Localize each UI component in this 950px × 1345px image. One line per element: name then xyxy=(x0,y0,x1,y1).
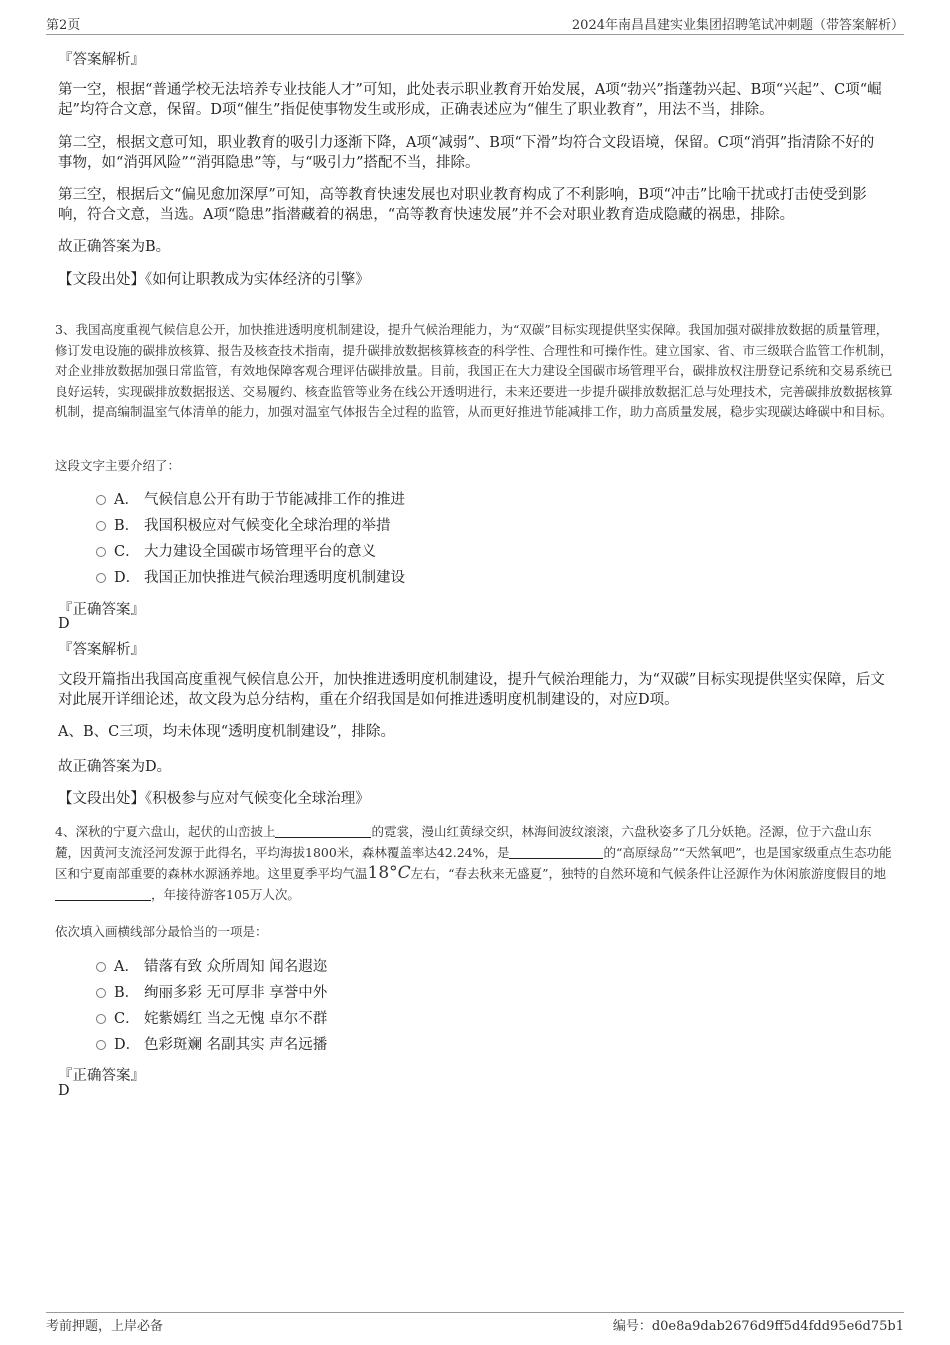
radio-icon[interactable] xyxy=(96,495,106,505)
q3-source: 【文段出处】《积极参与应对气候变化全球治理》 xyxy=(58,791,370,807)
footer-slogan: 考前押题，上岸必备 xyxy=(46,1319,164,1334)
q3-passage: 3、我国高度重视气候信息公开，加快推进透明度机制建设，提升气候治理能力，为“双碳”目标实现提供坚实保障。我国加强对碳排放数据的质量管理，修订发电设施的碳排放核算、报告及核查技术指南，提升碳排放数据核算核查的科学性、合理性和可操作性。建立国家、省、市三级联合监管工作机制，对企业排放数据加强日常监管，有效地保障客观合理评估碳排放量。目前，我国正在大力建设全国碳市场管理平台，碳排放权注册登记系统和交易系统已良好运转，实现碳排放数据报送、交易履约、核查监管等业务在线公开透明进行，未来还要进一步提升碳排放数据汇总与处理技术，完善碳排放数据核算机制，提高编制温室气体清单的能力，加强对温室气体报告全过程的监管，从而更好推进节能减排工作，助力高质量发展，稳步实现碳达峰碳中和目标。 xyxy=(55,322,893,419)
q2-analysis-para-1: 第一空，根据“普通学校无法培养专业技能人才”可知，此处表示职业教育开始发展，A项“勃兴”指蓬勃兴起、B项“兴起”、C项“崛起”均符合文意，保留。D项“催生”指促使事物发生或形成，正确表述应为“催生了职业教育”，用法不当，排除。 xyxy=(58,82,882,118)
q3-answer: D xyxy=(58,616,70,632)
q4-option-a[interactable]: A． 错落有致 众所周知 闻名遐迩 xyxy=(96,954,327,980)
footer-serial: 编号：d0e8a9dab2676d9ff5d4fdd95e6d75b1 xyxy=(612,1319,904,1334)
q4-passage: 4、深秋的宁夏六盘山，起伏的山峦披上 的霓裳，漫山红黄绿交织，林海间波纹滚滚，六盘秋姿多了几分妖艳。泾源，位于六盘山东麓，因黄河支流泾河发源于此得名，平均海拔1800米，森林覆盖率达42.24%，是 的“高原绿岛”“天然氧吧”，也是国家级重点生态功能区和宁夏南部重要的森林水源涵养地。这里夏季平均气温18°C左右，“春去秋来无盛夏”，独特的自然环境和气候条件让泾源作为休闲旅游度假目的地，年接待游客105万人次。 xyxy=(55,824,892,902)
q4-option-b[interactable]: B． 绚丽多彩 无可厚非 享誉中外 xyxy=(96,980,327,1006)
fill-blank-1[interactable] xyxy=(275,824,371,838)
q4-options xyxy=(96,954,327,1058)
q4-answer-label: 『正确答案』 xyxy=(58,1068,145,1084)
q2-conclusion: 故正确答案为B。 xyxy=(58,239,171,255)
q3-option-d[interactable]: D． 我国正加快推进气候治理透明度机制建设 xyxy=(96,565,405,591)
q2-analysis-label: 『答案解析』 xyxy=(58,52,145,68)
radio-icon[interactable] xyxy=(96,988,106,998)
radio-icon[interactable] xyxy=(96,1014,106,1024)
radio-icon[interactable] xyxy=(96,573,106,583)
q3-options xyxy=(96,487,405,591)
fill-blank-2[interactable] xyxy=(509,845,603,859)
fill-blank-3[interactable] xyxy=(55,887,151,901)
page-number: 第2页 xyxy=(46,18,81,33)
radio-icon[interactable] xyxy=(96,962,106,972)
q3-analysis-para-2: A、B、C三项，均未体现“透明度机制建设”，排除。 xyxy=(58,724,396,740)
q2-source: 【文段出处】《如何让职教成为实体经济的引擎》 xyxy=(58,272,370,288)
q3-conclusion: 故正确答案为D。 xyxy=(58,759,172,775)
q2-analysis-para-2: 第二空，根据文意可知，职业教育的吸引力逐渐下降，A项“减弱”、B项“下滑”均符合文段语境，保留。C项“消弭”指清除不好的事物，如“消弭风险”“消弭隐患”等，与“吸引力”搭配不当，排除。 xyxy=(58,135,875,171)
temperature-value: 18°C xyxy=(367,863,411,883)
q3-option-b[interactable]: B． 我国积极应对气候变化全球治理的举措 xyxy=(96,513,405,539)
radio-icon[interactable] xyxy=(96,521,106,531)
q3-option-c[interactable]: C． 大力建设全国碳市场管理平台的意义 xyxy=(96,539,405,565)
q2-analysis-para-3: 第三空，根据后文“偏见愈加深厚”可知，高等教育快速发展也对职业教育构成了不利影响，B项“冲击”比喻干扰或打击使受到影响，符合文意，当选。A项“隐患”指潜藏着的祸患，“高等教育快速发展”并不会对职业教育造成隐藏的祸患，排除。 xyxy=(58,187,867,223)
page-header xyxy=(46,14,904,35)
q3-analysis-para-1: 文段开篇指出我国高度重视气候信息公开，加快推进透明度机制建设，提升气候治理能力，为“双碳”目标实现提供坚实保障，后文对此展开详细论述，故文段为总分结构，重在介绍我国是如何推进透明度机制建设的，对应D项。 xyxy=(58,672,885,708)
radio-icon[interactable] xyxy=(96,547,106,557)
q3-question: 这段文字主要介绍了： xyxy=(55,458,181,473)
q4-option-c[interactable]: C． 姹紫嫣红 当之无愧 卓尔不群 xyxy=(96,1006,327,1032)
q3-option-a[interactable]: A． 气候信息公开有助于节能减排工作的推进 xyxy=(96,487,405,513)
q3-analysis-label: 『答案解析』 xyxy=(58,642,145,658)
q4-answer: D xyxy=(58,1083,70,1099)
q4-option-d[interactable]: D． 色彩斑斓 名副其实 声名远播 xyxy=(96,1032,327,1058)
q4-question: 依次填入画横线部分最恰当的一项是： xyxy=(55,924,268,939)
page-footer xyxy=(46,1312,904,1335)
q3-answer-label: 『正确答案』 xyxy=(58,602,145,618)
radio-icon[interactable] xyxy=(96,1040,106,1050)
document-title: 2024年南昌昌建实业集团招聘笔试冲刺题（带答案解析） xyxy=(571,18,904,33)
